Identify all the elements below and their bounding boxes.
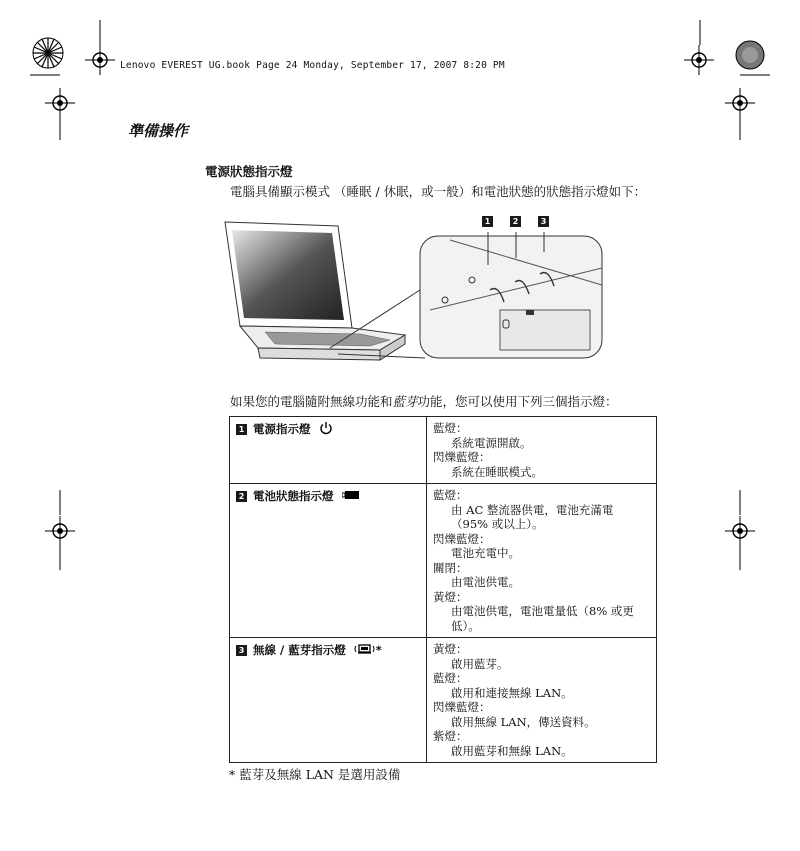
power-icon: [319, 421, 333, 435]
table-row: [230, 484, 657, 638]
callout-1: 1: [482, 216, 493, 227]
laptop-indicator-figure: [220, 210, 610, 370]
state-desc-cont: （95% 或以上）。: [451, 517, 544, 531]
book-header: Lenovo EVEREST UG.book Page 24 Monday, September 17, 2007 8:20 PM: [120, 60, 505, 71]
battery-icon: [342, 490, 360, 500]
table-intro: [230, 392, 618, 410]
callout-2: 2: [510, 216, 521, 227]
state-desc: 系統電源開啟。: [451, 435, 532, 450]
table-intro-before: 如果您的電腦隨附無線功能和: [230, 394, 393, 409]
footnote: * 藍芽及無線 LAN 是選用設備: [229, 767, 401, 782]
indicator-table: [229, 416, 657, 763]
indicator-name-cell: [230, 484, 427, 638]
state-label: 閃爍藍燈：: [433, 531, 491, 546]
state-label: 藍燈：: [433, 421, 468, 435]
table-intro-italic: 藍芽: [392, 394, 418, 409]
table-intro-after: 功能，您可以使用下列三個指示燈：: [417, 394, 618, 409]
section-title: 準備操作: [128, 122, 189, 140]
state-label: 閃爍藍燈：: [433, 450, 491, 464]
state-label: 閃爍藍燈：: [433, 700, 491, 714]
row-number: 1: [236, 424, 247, 435]
table-row: [230, 638, 657, 763]
indicator-name: 電池狀態指示燈: [253, 489, 334, 503]
indicator-states-cell: [427, 417, 657, 484]
table-row: [230, 417, 657, 484]
state-label: 藍燈：: [433, 488, 468, 502]
state-label: 黃燈：: [433, 589, 468, 604]
callout-3: 3: [538, 216, 549, 227]
wireless-icon: [354, 643, 376, 655]
state-label: 藍燈：: [433, 671, 468, 685]
state-desc: 啟用藍芽。: [451, 656, 509, 671]
state-label: 關閉：: [433, 560, 468, 575]
indicator-footnote-marker: *: [375, 643, 382, 657]
state-desc: 系統在睡眠模式。: [451, 464, 543, 479]
state-label: 紫燈：: [433, 729, 468, 743]
indicator-name: 電源指示燈: [253, 422, 311, 436]
state-desc: 電池充電中。: [451, 546, 520, 560]
state-desc: 啟用藍芽和無線 LAN。: [451, 743, 573, 758]
subheading: 電源狀態指示燈: [205, 164, 293, 179]
state-desc: 啟用和連接無線 LAN。: [451, 685, 573, 700]
indicator-states-cell: [427, 638, 657, 763]
indicator-states-cell: [427, 484, 657, 638]
state-desc: 由 AC 整流器供電，電池充滿電: [451, 502, 614, 517]
row-number: 2: [236, 491, 247, 502]
state-desc: 由電池供電。: [451, 575, 520, 589]
indicator-name-cell: [230, 417, 427, 484]
indicator-name: 無線 / 藍芽指示燈: [253, 643, 346, 657]
row-number: 3: [236, 645, 247, 656]
state-label: 黃燈：: [433, 642, 468, 656]
state-desc: 由電池供電，電池電量低（8% 或更低）。: [451, 604, 634, 633]
state-desc: 啟用無線 LAN，傳送資料。: [451, 714, 596, 729]
intro-text: 電腦具備顯示模式 （睡眠 / 休眠，或一般）和電池狀態的狀態指示燈如下：: [230, 184, 647, 199]
laptop-illustration: [225, 222, 405, 360]
indicator-name-cell: [230, 638, 427, 763]
